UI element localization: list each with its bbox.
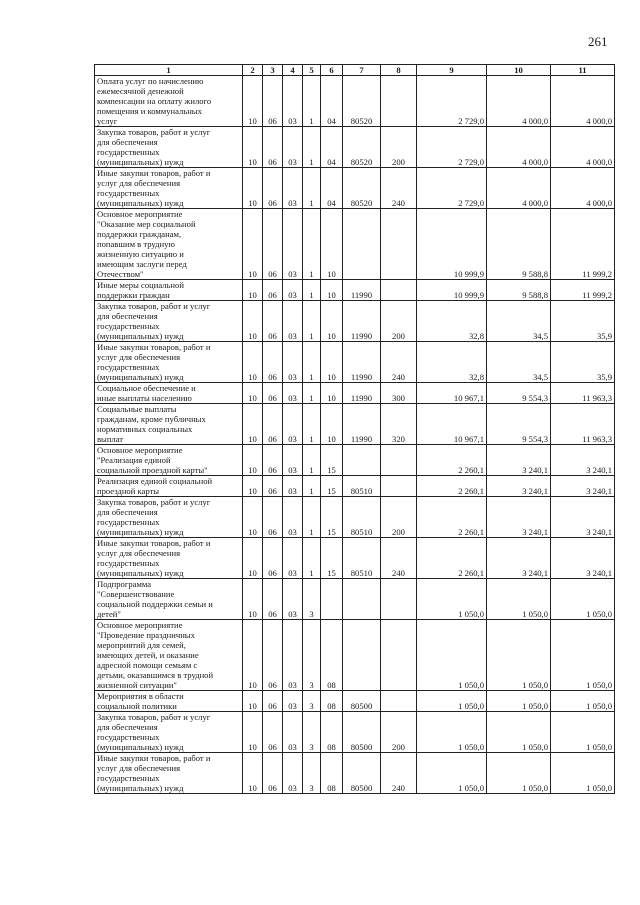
- column-header-11: 11: [551, 65, 615, 76]
- table-row: [95, 712, 615, 753]
- cell-col-7: 80510: [343, 538, 381, 579]
- table-row: [95, 76, 615, 127]
- cell-col-5: 1: [303, 404, 321, 445]
- row-description: Социальные выплаты гражданам, кроме публичных нормативных социальных выплат: [95, 404, 243, 445]
- cell-col-8: [381, 209, 417, 280]
- row-description: Социальное обеспечение и иные выплаты населению: [95, 383, 243, 404]
- cell-col-3: 06: [263, 383, 283, 404]
- cell-col-4: 03: [283, 280, 303, 301]
- cell-col-9: 10 967,1: [417, 383, 487, 404]
- row-description: Закупка товаров, работ и услуг для обеспечения государственных (муниципальных) нужд: [95, 127, 243, 168]
- cell-col-11: 3 240,1: [551, 476, 615, 497]
- cell-col-4: 03: [283, 579, 303, 620]
- cell-col-9: 2 260,1: [417, 445, 487, 476]
- page-number: 261: [588, 34, 608, 49]
- cell-col-3: 06: [263, 476, 283, 497]
- cell-col-9: 2 729,0: [417, 168, 487, 209]
- cell-col-11: 11 999,2: [551, 209, 615, 280]
- cell-col-8: [381, 691, 417, 712]
- cell-col-5: 1: [303, 127, 321, 168]
- cell-col-9: 2 260,1: [417, 538, 487, 579]
- cell-col-6: 10: [321, 209, 343, 280]
- cell-col-6: 15: [321, 538, 343, 579]
- cell-col-11: 4 000,0: [551, 127, 615, 168]
- cell-col-7: [343, 620, 381, 691]
- cell-col-3: 06: [263, 76, 283, 127]
- table-row: [95, 476, 615, 497]
- cell-col-6: 15: [321, 497, 343, 538]
- cell-col-10: 3 240,1: [487, 445, 551, 476]
- column-header-1: 1: [95, 65, 243, 76]
- cell-col-11: 3 240,1: [551, 497, 615, 538]
- cell-col-4: 03: [283, 383, 303, 404]
- cell-col-10: 4 000,0: [487, 76, 551, 127]
- cell-col-9: 2 729,0: [417, 127, 487, 168]
- cell-col-11: 1 050,0: [551, 691, 615, 712]
- cell-col-3: 06: [263, 753, 283, 794]
- cell-col-5: 1: [303, 476, 321, 497]
- cell-col-9: 2 729,0: [417, 76, 487, 127]
- column-header-7: 7: [343, 65, 381, 76]
- cell-col-3: 06: [263, 712, 283, 753]
- cell-col-11: 11 999,2: [551, 280, 615, 301]
- cell-col-5: 1: [303, 301, 321, 342]
- cell-col-5: 1: [303, 209, 321, 280]
- row-description: Основное мероприятие "Оказание мер социальной поддержки гражданам, попавшим в трудную жизненную ситуацию и имеющим заслуги перед Отечеством": [95, 209, 243, 280]
- cell-col-5: 3: [303, 712, 321, 753]
- cell-col-6: 15: [321, 445, 343, 476]
- row-description: Основное мероприятие "Реализация единой социальной проездной карты": [95, 445, 243, 476]
- cell-col-10: 34,5: [487, 342, 551, 383]
- cell-col-8: 200: [381, 127, 417, 168]
- cell-col-4: 03: [283, 691, 303, 712]
- cell-col-6: 08: [321, 691, 343, 712]
- cell-col-8: [381, 445, 417, 476]
- cell-col-4: 03: [283, 301, 303, 342]
- cell-col-10: 3 240,1: [487, 538, 551, 579]
- cell-col-4: 03: [283, 342, 303, 383]
- cell-col-3: 06: [263, 301, 283, 342]
- column-header-4: 4: [283, 65, 303, 76]
- cell-col-4: 03: [283, 127, 303, 168]
- cell-col-11: 3 240,1: [551, 445, 615, 476]
- cell-col-3: 06: [263, 538, 283, 579]
- row-description: Закупка товаров, работ и услуг для обеспечения государственных (муниципальных) нужд: [95, 301, 243, 342]
- row-description: Оплата услуг по начислению ежемесячной денежной компенсации на оплату жилого помещения и коммунальных услуг: [95, 76, 243, 127]
- cell-col-5: 3: [303, 691, 321, 712]
- cell-col-9: 1 050,0: [417, 753, 487, 794]
- cell-col-8: [381, 620, 417, 691]
- cell-col-10: 9 588,8: [487, 280, 551, 301]
- cell-col-4: 03: [283, 712, 303, 753]
- cell-col-2: 10: [243, 538, 263, 579]
- cell-col-10: 3 240,1: [487, 497, 551, 538]
- cell-col-8: 200: [381, 712, 417, 753]
- table-body: [95, 76, 615, 794]
- cell-col-3: 06: [263, 497, 283, 538]
- cell-col-7: 11990: [343, 342, 381, 383]
- cell-col-2: 10: [243, 280, 263, 301]
- cell-col-6: 10: [321, 383, 343, 404]
- cell-col-7: 80520: [343, 127, 381, 168]
- cell-col-11: 3 240,1: [551, 538, 615, 579]
- cell-col-4: 03: [283, 620, 303, 691]
- cell-col-7: 80520: [343, 76, 381, 127]
- cell-col-7: 80500: [343, 753, 381, 794]
- cell-col-2: 10: [243, 404, 263, 445]
- cell-col-2: 10: [243, 476, 263, 497]
- cell-col-9: 10 999,9: [417, 209, 487, 280]
- cell-col-3: 06: [263, 691, 283, 712]
- row-description: Основное мероприятие "Проведение праздничных мероприятий для семей, имеющих детей, и оказание адресной помощи семьям с детьми, оказавшимся в трудной жизненной ситуации": [95, 620, 243, 691]
- cell-col-7: 80520: [343, 168, 381, 209]
- cell-col-2: 10: [243, 445, 263, 476]
- cell-col-2: 10: [243, 127, 263, 168]
- cell-col-2: 10: [243, 712, 263, 753]
- cell-col-9: 32,8: [417, 301, 487, 342]
- cell-col-11: 1 050,0: [551, 712, 615, 753]
- cell-col-6: 04: [321, 168, 343, 209]
- table-row: [95, 301, 615, 342]
- cell-col-8: 240: [381, 538, 417, 579]
- cell-col-3: 06: [263, 620, 283, 691]
- cell-col-11: 4 000,0: [551, 76, 615, 127]
- cell-col-9: 1 050,0: [417, 712, 487, 753]
- cell-col-7: 80500: [343, 691, 381, 712]
- cell-col-9: 2 260,1: [417, 476, 487, 497]
- cell-col-7: 80510: [343, 497, 381, 538]
- table-row: [95, 579, 615, 620]
- cell-col-5: 1: [303, 280, 321, 301]
- budget-table: [94, 64, 615, 794]
- column-header-8: 8: [381, 65, 417, 76]
- cell-col-9: 32,8: [417, 342, 487, 383]
- cell-col-2: 10: [243, 76, 263, 127]
- cell-col-5: 1: [303, 445, 321, 476]
- cell-col-3: 06: [263, 404, 283, 445]
- cell-col-11: 4 000,0: [551, 168, 615, 209]
- cell-col-8: 300: [381, 383, 417, 404]
- cell-col-8: [381, 280, 417, 301]
- cell-col-6: 08: [321, 620, 343, 691]
- table-row: [95, 209, 615, 280]
- cell-col-10: 1 050,0: [487, 620, 551, 691]
- cell-col-10: 9 554,3: [487, 404, 551, 445]
- cell-col-2: 10: [243, 301, 263, 342]
- cell-col-6: 08: [321, 712, 343, 753]
- cell-col-11: 1 050,0: [551, 620, 615, 691]
- cell-col-4: 03: [283, 76, 303, 127]
- cell-col-8: 240: [381, 168, 417, 209]
- cell-col-10: 1 050,0: [487, 579, 551, 620]
- column-header-5: 5: [303, 65, 321, 76]
- cell-col-4: 03: [283, 168, 303, 209]
- table-header-row: [95, 65, 615, 76]
- table-row: [95, 753, 615, 794]
- cell-col-2: 10: [243, 168, 263, 209]
- cell-col-6: 04: [321, 76, 343, 127]
- cell-col-4: 03: [283, 538, 303, 579]
- table-row: [95, 127, 615, 168]
- cell-col-4: 03: [283, 497, 303, 538]
- cell-col-5: 3: [303, 620, 321, 691]
- cell-col-4: 03: [283, 209, 303, 280]
- table-row: [95, 404, 615, 445]
- cell-col-3: 06: [263, 209, 283, 280]
- cell-col-8: [381, 76, 417, 127]
- cell-col-6: 04: [321, 127, 343, 168]
- row-description: Иные закупки товаров, работ и услуг для обеспечения государственных (муниципальных) нужд: [95, 168, 243, 209]
- cell-col-4: 03: [283, 404, 303, 445]
- table-row: [95, 383, 615, 404]
- column-header-6: 6: [321, 65, 343, 76]
- cell-col-10: 1 050,0: [487, 753, 551, 794]
- row-description: Реализация единой социальной проездной карты: [95, 476, 243, 497]
- cell-col-10: 4 000,0: [487, 127, 551, 168]
- cell-col-7: 11990: [343, 383, 381, 404]
- cell-col-11: 1 050,0: [551, 753, 615, 794]
- cell-col-9: 1 050,0: [417, 579, 487, 620]
- cell-col-5: 1: [303, 497, 321, 538]
- cell-col-10: 9 588,8: [487, 209, 551, 280]
- cell-col-10: 4 000,0: [487, 168, 551, 209]
- cell-col-7: [343, 209, 381, 280]
- cell-col-5: 1: [303, 538, 321, 579]
- cell-col-8: 320: [381, 404, 417, 445]
- cell-col-9: 10 967,1: [417, 404, 487, 445]
- column-header-9: 9: [417, 65, 487, 76]
- column-header-10: 10: [487, 65, 551, 76]
- cell-col-11: 11 963,3: [551, 404, 615, 445]
- table-row: [95, 445, 615, 476]
- cell-col-2: 10: [243, 753, 263, 794]
- cell-col-5: 1: [303, 76, 321, 127]
- cell-col-6: 10: [321, 301, 343, 342]
- cell-col-10: 1 050,0: [487, 712, 551, 753]
- cell-col-5: 3: [303, 579, 321, 620]
- cell-col-9: 2 260,1: [417, 497, 487, 538]
- cell-col-3: 06: [263, 579, 283, 620]
- cell-col-8: 200: [381, 301, 417, 342]
- row-description: Иные закупки товаров, работ и услуг для обеспечения государственных (муниципальных) нужд: [95, 342, 243, 383]
- cell-col-5: 1: [303, 342, 321, 383]
- cell-col-8: 240: [381, 753, 417, 794]
- table-row: [95, 168, 615, 209]
- cell-col-6: 08: [321, 753, 343, 794]
- cell-col-4: 03: [283, 753, 303, 794]
- table-row: [95, 620, 615, 691]
- table-row: [95, 497, 615, 538]
- table-row: [95, 280, 615, 301]
- cell-col-7: [343, 579, 381, 620]
- cell-col-6: 10: [321, 404, 343, 445]
- cell-col-8: 240: [381, 342, 417, 383]
- cell-col-10: 9 554,3: [487, 383, 551, 404]
- cell-col-9: 1 050,0: [417, 691, 487, 712]
- cell-col-7: 11990: [343, 280, 381, 301]
- cell-col-3: 06: [263, 127, 283, 168]
- cell-col-4: 03: [283, 445, 303, 476]
- cell-col-8: 200: [381, 497, 417, 538]
- column-header-2: 2: [243, 65, 263, 76]
- cell-col-8: [381, 579, 417, 620]
- row-description: Закупка товаров, работ и услуг для обеспечения государственных (муниципальных) нужд: [95, 712, 243, 753]
- cell-col-11: 35,9: [551, 301, 615, 342]
- cell-col-3: 06: [263, 445, 283, 476]
- cell-col-6: 10: [321, 342, 343, 383]
- cell-col-3: 06: [263, 342, 283, 383]
- cell-col-2: 10: [243, 383, 263, 404]
- cell-col-2: 10: [243, 620, 263, 691]
- cell-col-2: 10: [243, 209, 263, 280]
- cell-col-5: 1: [303, 168, 321, 209]
- cell-col-10: 1 050,0: [487, 691, 551, 712]
- cell-col-9: 10 999,9: [417, 280, 487, 301]
- cell-col-8: [381, 476, 417, 497]
- table-row: [95, 342, 615, 383]
- row-description: Мероприятия в области социальной политики: [95, 691, 243, 712]
- cell-col-7: 11990: [343, 301, 381, 342]
- cell-col-9: 1 050,0: [417, 620, 487, 691]
- cell-col-11: 35,9: [551, 342, 615, 383]
- row-description: Иные меры социальной поддержки граждан: [95, 280, 243, 301]
- cell-col-7: [343, 445, 381, 476]
- cell-col-7: 80510: [343, 476, 381, 497]
- cell-col-3: 06: [263, 280, 283, 301]
- row-description: Подпрограмма "Совершенствование социальной поддержки семьи и детей": [95, 579, 243, 620]
- cell-col-11: 1 050,0: [551, 579, 615, 620]
- cell-col-10: 3 240,1: [487, 476, 551, 497]
- column-header-3: 3: [263, 65, 283, 76]
- cell-col-2: 10: [243, 579, 263, 620]
- cell-col-7: 11990: [343, 404, 381, 445]
- cell-col-2: 10: [243, 342, 263, 383]
- cell-col-6: [321, 579, 343, 620]
- cell-col-6: 15: [321, 476, 343, 497]
- row-description: Закупка товаров, работ и услуг для обеспечения государственных (муниципальных) нужд: [95, 497, 243, 538]
- cell-col-7: 80500: [343, 712, 381, 753]
- cell-col-2: 10: [243, 497, 263, 538]
- cell-col-11: 11 963,3: [551, 383, 615, 404]
- cell-col-10: 34,5: [487, 301, 551, 342]
- row-description: Иные закупки товаров, работ и услуг для обеспечения государственных (муниципальных) нужд: [95, 538, 243, 579]
- table-row: [95, 691, 615, 712]
- row-description: Иные закупки товаров, работ и услуг для обеспечения государственных (муниципальных) нужд: [95, 753, 243, 794]
- cell-col-4: 03: [283, 476, 303, 497]
- cell-col-2: 10: [243, 691, 263, 712]
- cell-col-3: 06: [263, 168, 283, 209]
- table-row: [95, 538, 615, 579]
- cell-col-5: 1: [303, 383, 321, 404]
- cell-col-5: 3: [303, 753, 321, 794]
- cell-col-6: 10: [321, 280, 343, 301]
